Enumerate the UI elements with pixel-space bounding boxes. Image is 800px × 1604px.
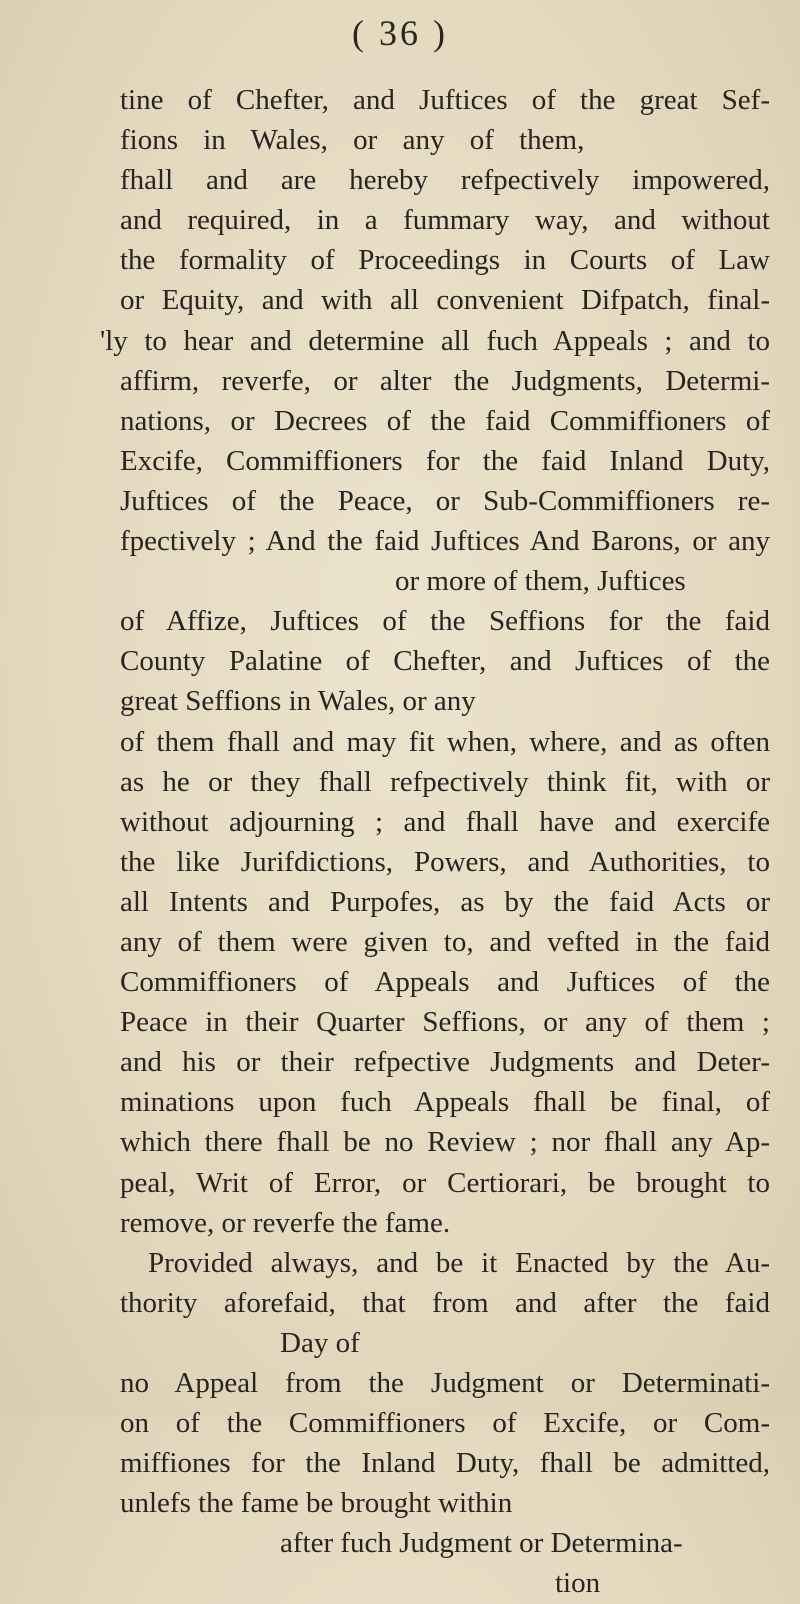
text-line: on of the Commiffioners of Excife, or Com- bbox=[120, 1407, 770, 1440]
text-line: affirm, reverfe, or alter the Judgments, Determi- bbox=[120, 364, 770, 397]
text-line: the like Jurifdictions, Powers, and Authorities, to bbox=[120, 845, 770, 878]
text-line: all Intents and Purpofes, as by the faid Acts or bbox=[120, 885, 770, 918]
text-line: peal, Writ of Error, or Certiorari, be brought to bbox=[120, 1166, 770, 1199]
text-line: which there fhall be no Review ; nor fhall any Ap- bbox=[120, 1126, 770, 1159]
page-header: ( 36 ) bbox=[352, 13, 448, 53]
text-line: miffiones for the Inland Duty, fhall be admitted, bbox=[120, 1447, 770, 1480]
text-line: and his or their refpective Judgments and Deter- bbox=[120, 1046, 770, 1079]
text-line: fions in Wales, or any of them, bbox=[120, 124, 585, 157]
text-line: without adjourning ; and fhall have and exercife bbox=[120, 805, 770, 838]
text-line: any of them were given to, and vefted in the faid bbox=[120, 925, 770, 958]
text-line: after fuch Judgment or Determina- bbox=[280, 1527, 683, 1560]
text-line: or more of them, Juftices bbox=[395, 565, 686, 598]
text-line: County Palatine of Chefter, and Juftices of the bbox=[120, 645, 770, 678]
text-line: tine of Chefter, and Juftices of the great Sef- bbox=[120, 84, 770, 116]
body-text bbox=[100, 80, 770, 1604]
text-line: as he or they fhall refpectively think fit, with or bbox=[120, 765, 770, 798]
text-line: tion bbox=[555, 1567, 601, 1600]
text-line: great Seffions in Wales, or any bbox=[120, 685, 476, 718]
text-line: thority aforefaid, that from and after the faid bbox=[120, 1286, 770, 1319]
text-line: no Appeal from the Judgment or Determinati- bbox=[120, 1367, 770, 1399]
text-line: the formality of Proceedings in Courts of Law bbox=[120, 244, 770, 277]
text-line: 'ly to hear and determine all fuch Appeals ; and to bbox=[100, 324, 770, 357]
text-line: of them fhall and may fit when, where, and as often bbox=[120, 725, 770, 758]
text-line: fpectively ; And the faid Juftices And Barons, or any bbox=[120, 525, 770, 558]
text-line: remove, or reverfe the fame. bbox=[120, 1206, 451, 1239]
text-line: or Equity, and with all convenient Difpatch, final- bbox=[120, 284, 770, 317]
text-line: Juftices of the Peace, or Sub-Commiffioners re- bbox=[120, 484, 770, 517]
text-line: Commiffioners of Appeals and Juftices of the bbox=[120, 966, 770, 999]
text-line: and required, in a fummary way, and without bbox=[120, 204, 770, 237]
text-line: nations, or Decrees of the faid Commiffioners of bbox=[120, 404, 770, 437]
text-line: Excife, Commiffioners for the faid Inland Duty, bbox=[120, 444, 770, 477]
text-line: unlefs the fame be brought within bbox=[120, 1487, 513, 1520]
text-line: Provided always, and be it Enacted by the Au- bbox=[148, 1246, 770, 1279]
text-line: of Affize, Juftices of the Seffions for the faid bbox=[120, 605, 770, 638]
text-line: Peace in their Quarter Seffions, or any of them ; bbox=[120, 1006, 770, 1039]
text-line: fhall and are hereby refpectively impowered, bbox=[120, 164, 770, 197]
text-line: Day of bbox=[280, 1326, 360, 1359]
text-line: minations upon fuch Appeals fhall be final, of bbox=[120, 1086, 770, 1119]
